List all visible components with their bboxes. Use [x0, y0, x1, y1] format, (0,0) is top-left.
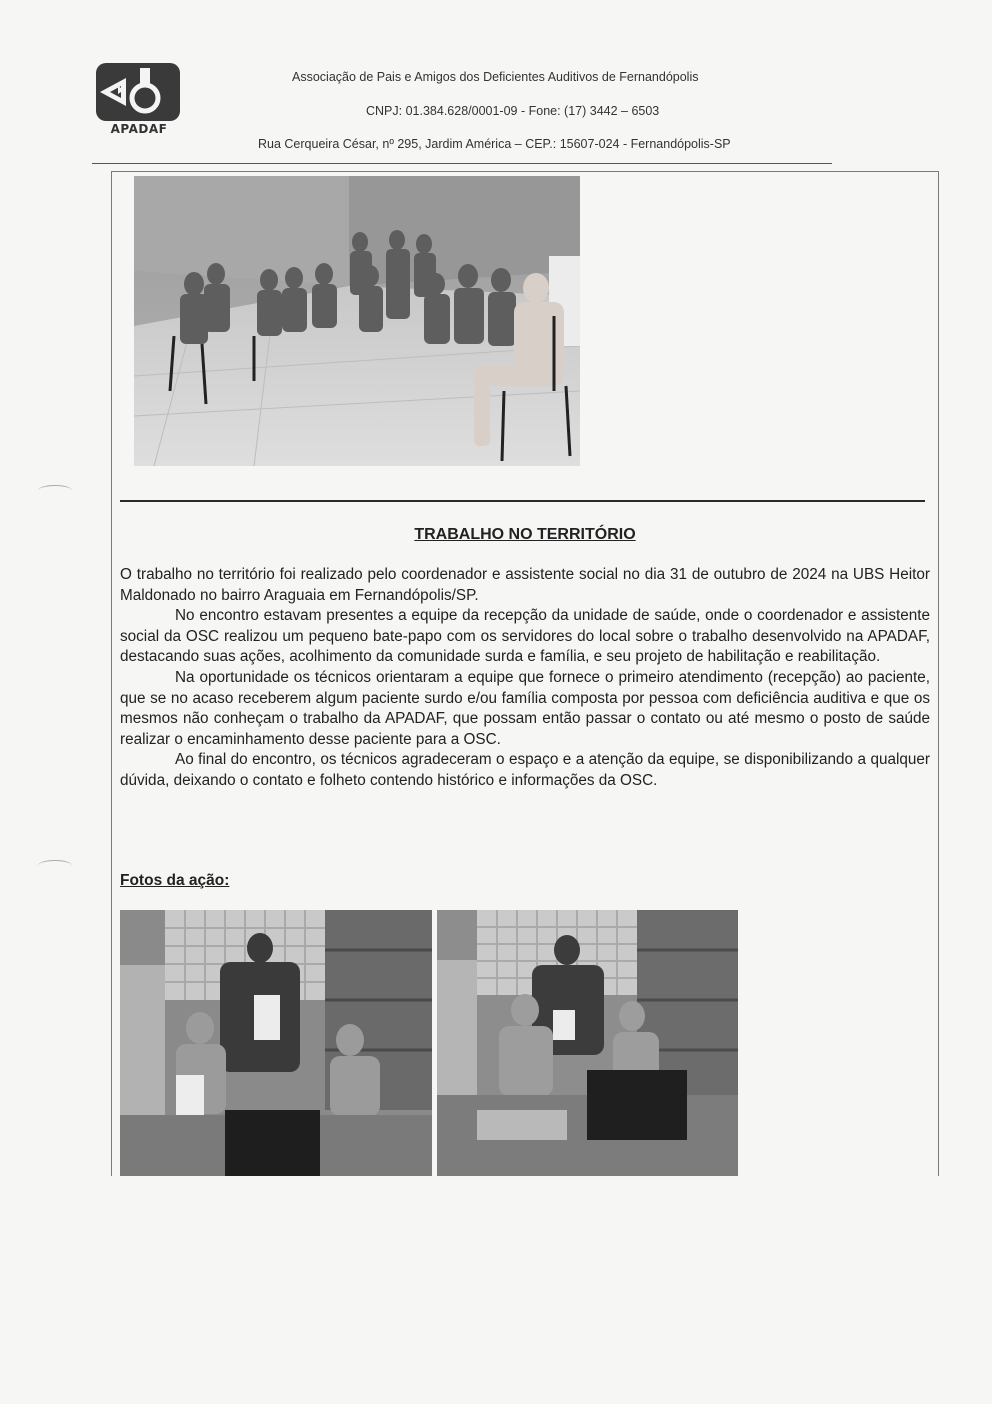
apadaf-logo	[94, 62, 184, 140]
paragraph: No encontro estavam presentes a equipe da recepção da unidade de saúde, onde o coordenador e assistente social da OSC realizou um pequeno bate-papo com os servidores do local sobre o trabalho desenvolvido na APADAF, destacando suas ações, acolhimento da comunidade surda e família, e seu projeto de habilitação e reabilitação.	[120, 607, 930, 666]
section-divider	[120, 500, 925, 502]
header-divider	[92, 163, 832, 164]
ear-logo-icon	[94, 62, 182, 122]
paragraph: O trabalho no território foi realizado pelo coordenador e assistente social no dia 31 de outubro de 2024 na UBS Heitor Maldonado no bairro Araguaia em Fernandópolis/SP.	[120, 566, 930, 604]
logo-wordmark: APADAF	[110, 122, 168, 136]
reception-photo-left	[120, 910, 432, 1176]
frame-right-border	[938, 171, 939, 1176]
organization-name: Associação de Pais e Amigos dos Deficientes Auditivos de Fernandópolis	[292, 70, 699, 84]
group-meeting-photo	[134, 176, 580, 466]
paragraph: Ao final do encontro, os técnicos agradeceram o espaço e a atenção da equipe, se disponibilizando a qualquer dúvida, deixando o contato e folheto contendo histórico e informações da OSC.	[120, 751, 930, 789]
binder-hole-mark	[38, 485, 72, 496]
body-text	[120, 565, 930, 792]
frame-top-border	[111, 171, 939, 172]
binder-hole-mark	[38, 860, 72, 871]
reception-photo-right	[437, 910, 738, 1176]
section-title: TRABALHO NO TERRITÓRIO	[414, 526, 636, 543]
paragraph: Na oportunidade os técnicos orientaram a equipe que fornece o primeiro atendimento (recepção) ao paciente, que se no acaso receberem algum paciente surdo e/ou família composta por pessoa com deficiência auditiva e que os mesmos não conheçam o trabalho da APADAF, que possam então passar o contato ou até mesmo o posto de saúde realizar o encaminhamento desse paciente para a OSC.	[120, 668, 930, 748]
address: Rua Cerqueira César, nº 295, Jardim América – CEP.: 15607-024 - Fernandópolis-SP	[258, 137, 731, 151]
photos-label: Fotos da ação:	[120, 872, 230, 889]
frame-left-border	[111, 171, 112, 1176]
cnpj-phone: CNPJ: 01.384.628/0001-09 - Fone: (17) 3442 – 6503	[366, 104, 660, 118]
